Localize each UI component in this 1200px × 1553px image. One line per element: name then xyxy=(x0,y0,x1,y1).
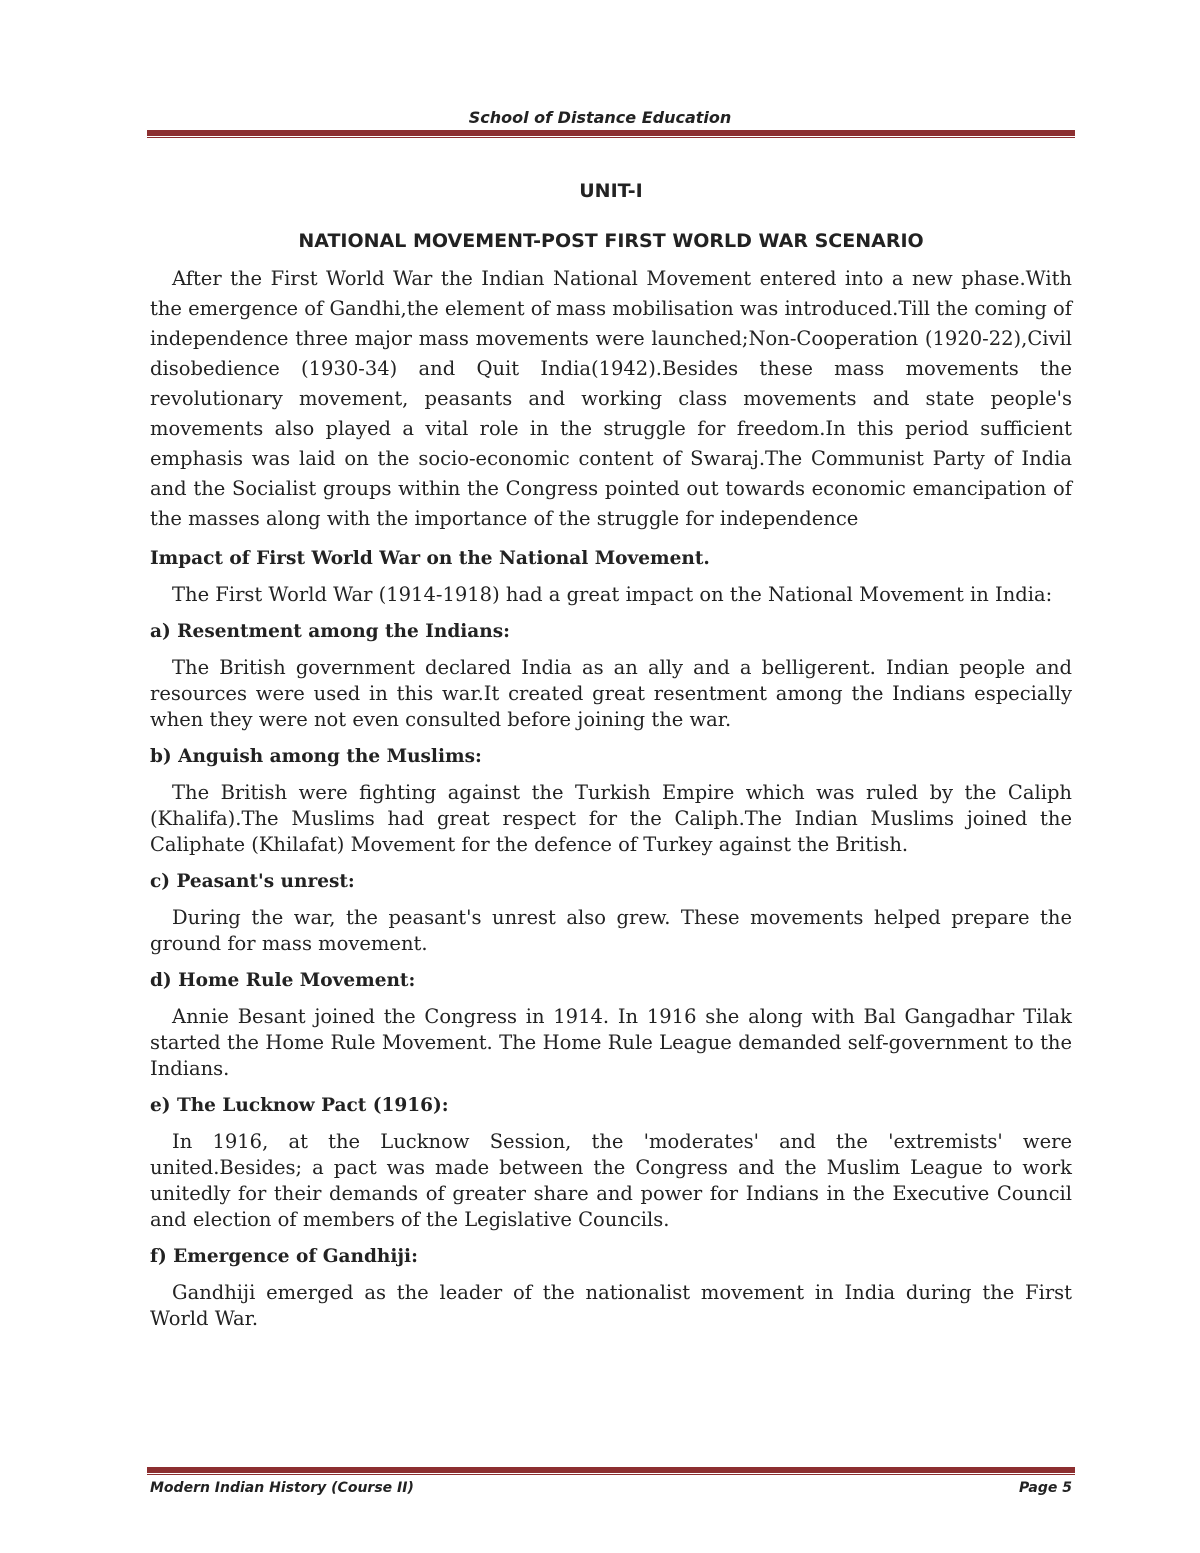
section-text-c: During the war, the peasant's unrest also grew. These movements helped prepare the ground for mass movement. xyxy=(150,906,1072,955)
footer-rule xyxy=(147,1467,1075,1473)
section-heading-c: c) Peasant's unrest: xyxy=(150,871,355,892)
section-heading-b: b) Anguish among the Muslims: xyxy=(150,746,482,767)
section-heading-f: f) Emergence of Gandhiji: xyxy=(150,1246,418,1267)
section-text-b: The British were fighting against the Turkish Empire which was ruled by the Caliph (Khalifa).The Muslims had great respect for the Caliph.The Indian Muslims joined the Caliphate (Khilafat) Movement for the defence of Turkey against the British. xyxy=(150,781,1072,856)
section-text-d: Annie Besant joined the Congress in 1914. In 1916 she along with Bal Gangadhar Tilak started the Home Rule Movement. The Home Rule League demanded self-government to the Indians. xyxy=(150,1005,1072,1080)
section-text-f: Gandhiji emerged as the leader of the nationalist movement in India during the First World War. xyxy=(150,1281,1072,1330)
section-text-impact: The First World War (1914-1918) had a great impact on the National Movement in India: xyxy=(172,583,1053,606)
section-heading-e: e) The Lucknow Pact (1916): xyxy=(150,1095,449,1116)
section-heading-d: d) Home Rule Movement: xyxy=(150,970,416,991)
section-text-a: The British government declared India as an ally and a belligerent. Indian people and resources were used in this war.It created great resentment among the Indians especially when they were not even consulted before joining the war. xyxy=(150,656,1072,731)
section-text-e: In 1916, at the Lucknow Session, the 'moderates' and the 'extremists' were united.Besides; a pact was made between the Congress and the Muslim League to work unitedly for their demands of greater share and power for Indians in the Executive Council and election of members of the Legislative Councils. xyxy=(150,1130,1072,1231)
footer-course-title: Modern Indian History (Course II) xyxy=(150,1480,414,1496)
header-rule xyxy=(147,130,1075,136)
chapter-title: NATIONAL MOVEMENT-POST FIRST WORLD WAR SCENARIO xyxy=(298,230,924,252)
unit-label: UNIT-I xyxy=(579,180,643,202)
section-heading-a: a) Resentment among the Indians: xyxy=(150,621,510,642)
section-heading-impact: Impact of First World War on the National Movement. xyxy=(150,548,710,569)
intro-paragraph: After the First World War the Indian National Movement entered into a new phase.With the emergence of Gandhi,the element of mass mobilisation was introduced.Till the coming of independence three major mass movements were launched;Non-Cooperation (1920-22),Civil disobedience (1930-34) and Quit India(1942).Besides these mass movements the revolutionary movement, peasants and working class movements and state people's movements also played a vital role in the struggle for freedom.In this period sufficient emphasis was laid on the socio-economic content of Swaraj.The Communist Party of India and the Socialist groups within the Congress pointed out towards economic emancipation of the masses along with the importance of the struggle for independence xyxy=(150,267,1072,530)
page-header-title: School of Distance Education xyxy=(468,108,732,127)
page-number: Page 5 xyxy=(1019,1480,1072,1496)
page-content xyxy=(150,180,1072,1343)
